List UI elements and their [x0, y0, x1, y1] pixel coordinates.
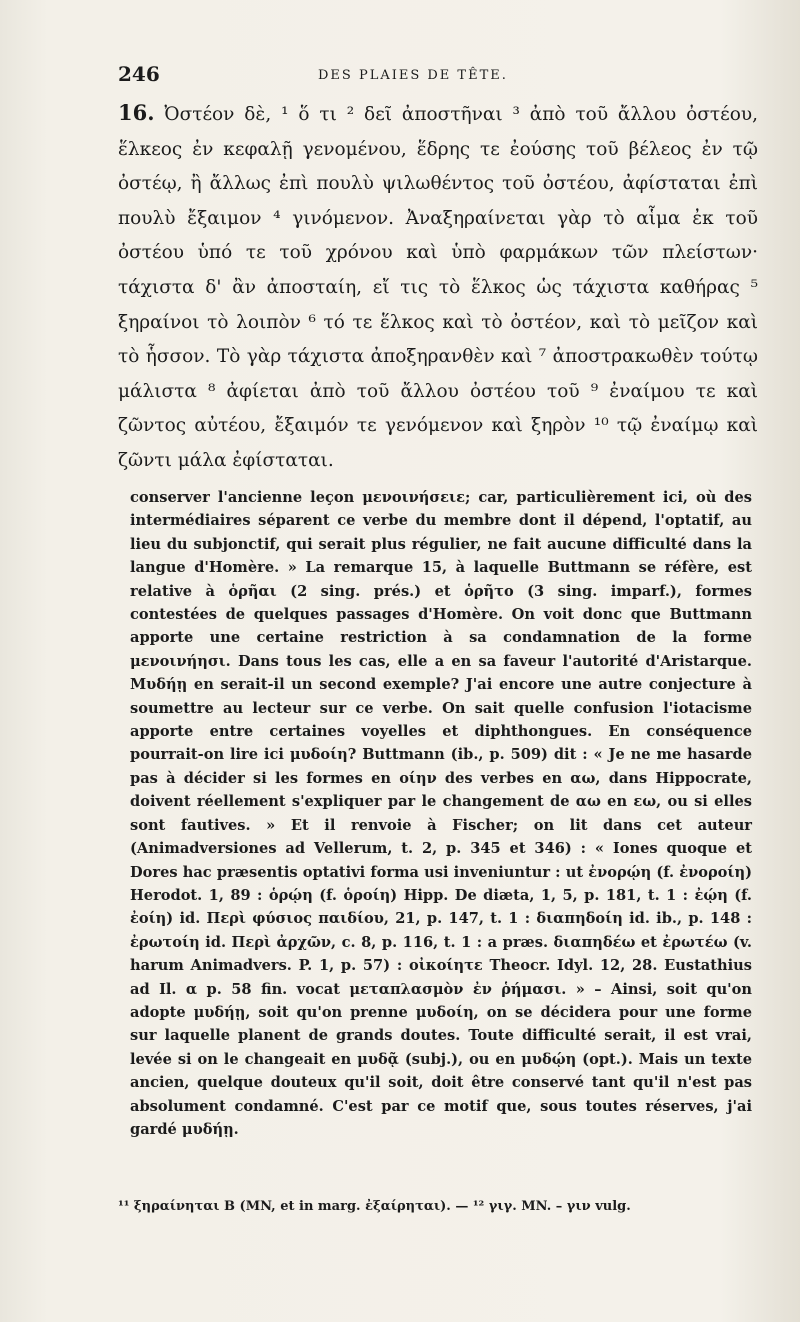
footnote-variants: [118, 1197, 758, 1217]
footnote-text: ¹¹ ξηραίνηται B (MN, et in marg. ἐξαίρηται). — ¹² γιγ. MN. – γιν vulg.: [118, 1199, 631, 1214]
running-title: DES PLAIES DE TÊTE.: [318, 68, 508, 83]
greek-paragraph: [118, 96, 758, 479]
greek-paragraph-text: Ὀστέον δὲ, ¹ ὅ τι ² δεῖ ἀποστῆναι ³ ἀπὸ τοῦ ἄλλου ὀστέου, ἕλκεος ἐν κεφαλῇ γενομένου, ἕδρης τε ἐούσης τοῦ βέλεος ἐν τῷ ὀστέῳ, ἢ ἄλλως ἐπὶ πουλὺ ψιλωθέντος τοῦ ὀστέου, ἀφίσταται ἐπὶ πουλὺ ἔξαιμον ⁴ γινόμενον. Ἀναξηραίνεται γὰρ τὸ αἷμα ἐκ τοῦ ὀστέου ὑπό τε τοῦ χρόνου καὶ ὑπὸ φαρμάκων τῶν πλείστων· τάχιστα δ' ἂν ἀποσταίη, εἴ τις τὸ ἕλκος ὡς τάχιστα καθήρας ⁵ ξηραίνοι τὸ λοιπὸν ⁶ τό τε ἕλκος καὶ τὸ ὀστέον, καὶ τὸ μεῖζον καὶ τὸ ἧσσον. Τὸ γὰρ τάχιστα ἀποξηρανθὲν καὶ ⁷ ἀποστρακωθὲν τούτῳ μάλιστα ⁸ ἀφίεται ἀπὸ τοῦ ἄλλου ὀστέου τοῦ ⁹ ἐναίμου τε καὶ ζῶντος αὐτέου, ἔξαιμόν τε γενόμενον καὶ ξηρὸν ¹⁰ τῷ ἐναίμῳ καὶ ζῶντι μάλα ἐφίσταται.: [118, 104, 758, 471]
commentary-text: conserver l'ancienne leçon μενοινήσειε; car, particulièrement ici, où des intermédiaires séparent ce verbe du membre dont il dépend, l'optatif, au lieu du subjonctif, qui serait plus régulier, ne fait aucune difficulté dans la langue d'Homère. » La remarque 15, à laquelle Buttmann se réfère, est relative à ὁρῆαι (2 sing. prés.) et ὁρῆτο (3 sing. imparf.), formes contestées de quelques passages d'Homère. On voit donc que Buttmann apporte une certaine restriction à sa condamnation de la forme μενοινήησι. Dans tous les cas, elle a en sa faveur l'autorité d'Aristarque. Μυδήῃ en serait-il un second exemple? J'ai encore une autre conjecture à soumettre au lecteur sur ce verbe. On sait quelle confusion l'iotacisme apporte entre certaines voyelles et diphthongues. En conséquence pourrait-on lire ici μυδοίη? Buttmann (ib., p. 509) dit : « Je ne me hasarde pas à décider si les formes en οίην des verbes en αω, dans Hippocrate, doivent réellement s'expliquer par le changement de αω en εω, ou si elles sont fautives. » Et il renvoie à Fischer; on lit dans cet auteur (Animadversiones ad Vellerum, t. 2, p. 345 et 346) : « Iones quoque et Dores hac præsentis optativi forma usi inveniuntur : ut ἐνορῴη (f. ἐνοροίη) Herodot. 1, 89 : ὁρῴη (f. ὁροίη) Hipp. De diæta, 1, 5, p. 181, t. 1 : ἐῴη (f. ἐοίη) id. Περὶ φύσιος παιδίου, 21, p. 147, t. 1 : διαπηδοίη id. ib., p. 148 : ἐρωτοίη id. Περὶ ἀρχῶν, c. 8, p. 116, t. 1 : a præs. διαπηδέω et ἐρωτέω (v. harum Animadvers. P. 1, p. 57) : οἰκοίητε Theocr. Idyl. 12, 28. Eustathius ad Il. α p. 58 fin. vocat μεταπλασμὸν ἐν ῥήμασι. » – Ainsi, soit qu'on adopte μυδήῃ, soit qu'on prenne μυδοίη, on se décidera pour une forme sur laquelle planent de grands doutes. Toute difficulté serait, il est vrai, levée si on le changeait en μυδᾷ (subj.), ou en μυδῴη (opt.). Mais un texte ancien, quelque douteux qu'il soit, doit être conservé tant qu'il n'est pas absolument condamné. C'est par ce motif que, sous toutes réserves, j'ai gardé μυδήῃ.: [130, 489, 752, 1138]
paragraph-number: 16.: [118, 100, 155, 125]
commentary-note: [130, 486, 752, 1141]
page-header: [118, 62, 758, 90]
page-number: 246: [118, 62, 160, 86]
